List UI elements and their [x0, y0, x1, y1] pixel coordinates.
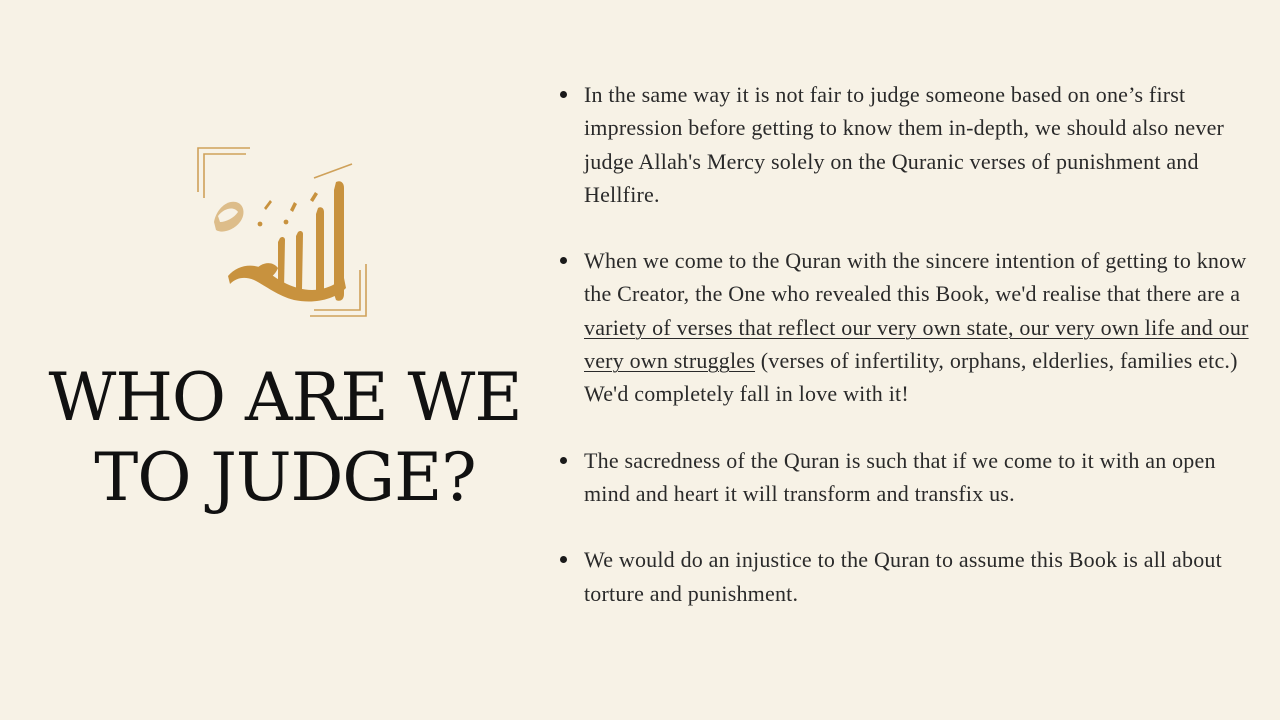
bullet-dot-icon [560, 91, 567, 98]
page-title [30, 358, 540, 518]
title-line-1: WHO ARE WE [48, 359, 522, 436]
bullet-text-underlined: variety of verses that reflect our very own state, our very own life and our very own struggles [584, 314, 1249, 374]
bullet-dot-icon [560, 457, 567, 464]
bullet-item [560, 543, 1250, 610]
bullet-text-before: When we come to the Quran with the sincere intention of getting to know the Creator, the One who revealed this Book, we'd realise that there are a [584, 248, 1247, 307]
bullet-text-after: (verses of infertility, orphans, elderlies, families etc.) We'd completely fall in love with it! [584, 348, 1238, 407]
left-panel [0, 0, 560, 720]
right-panel [560, 78, 1250, 610]
bullet-text: We would do an injustice to the Quran to assume this Book is all about torture and punishment. [584, 547, 1222, 606]
bullet-text: The sacredness of the Quran is such that if we come to it with an open mind and heart it will transform and transfix us. [584, 447, 1216, 506]
bullet-item [560, 244, 1250, 410]
bullet-item [560, 78, 1250, 211]
bullet-dot-icon [560, 257, 567, 264]
bullet-list [560, 78, 1250, 610]
bullet-dot-icon [560, 556, 567, 563]
allah-calligraphy-icon [194, 144, 370, 320]
bullet-item [560, 444, 1250, 511]
title-line-2: TO JUDGE? [94, 439, 476, 516]
bullet-text: In the same way it is not fair to judge someone based on one’s first impression before getting to know them in-depth, we should also never judge Allah's Mercy solely on the Quranic verses of punishment and Hellfire. [584, 82, 1225, 207]
